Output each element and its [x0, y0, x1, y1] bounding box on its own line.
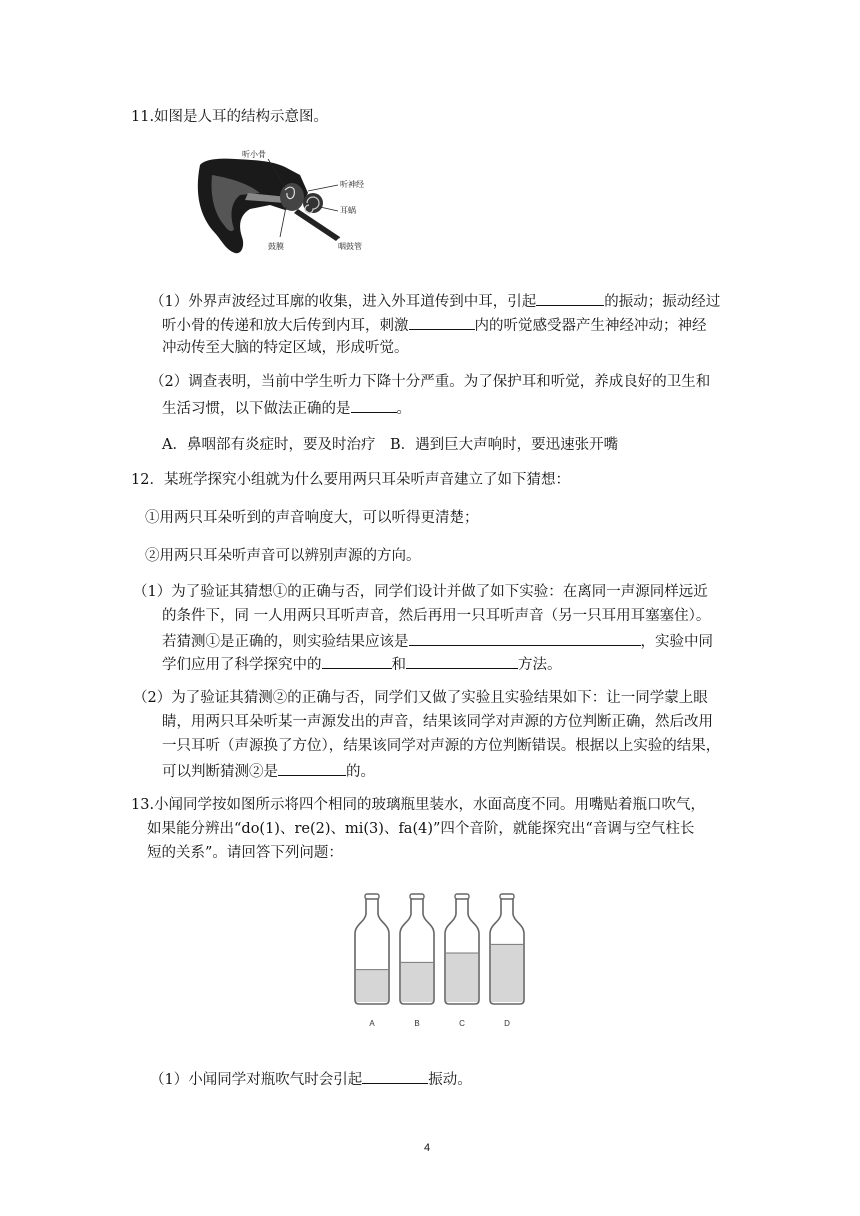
- bottle-mouth: [365, 894, 379, 899]
- q12-p2-line3: 一只耳听（声源换了方位），结果该同学对声源的方位判断错误。根据以上实验的结果，: [162, 738, 721, 754]
- water-level: [356, 970, 388, 1002]
- answer-blank[interactable]: [406, 653, 518, 669]
- water-level: [491, 944, 523, 1002]
- page-number: 4: [424, 1142, 431, 1154]
- answer-blank[interactable]: [409, 630, 641, 646]
- water-level: [446, 953, 478, 1002]
- bottle-mouth: [410, 894, 424, 899]
- glass-bottles-figure: [350, 890, 530, 1035]
- q12-p1-line2: 的条件下，同 一人用两只耳听声音，然后再用一只耳听声音（另一只耳用耳塞塞住）。: [162, 608, 711, 624]
- bottle-label: B: [414, 1019, 420, 1028]
- label-eardrum: 鼓膜: [268, 242, 284, 251]
- q12-p1-line1: （1）为了验证其猜想①的正确与否，同学们设计并做了如下实验：在离同一声源同样远近: [133, 584, 708, 600]
- ear-structure-figure: [190, 145, 365, 260]
- q13-line3: 短的关系”。请回答下列问题：: [147, 845, 343, 861]
- q11-p2-line2: 生活习惯，以下做法正确的是 。: [162, 397, 411, 419]
- label-auditory-nerve: 听神经: [340, 180, 364, 189]
- water-level: [401, 962, 433, 1002]
- bottle-mouth: [455, 894, 469, 899]
- q11-p1-line3: 冲动传至大脑的特定区域，形成听觉。: [162, 340, 409, 356]
- q13-p1: （1）小闻同学对瓶吹气时会引起 振动。: [150, 1068, 472, 1090]
- q11-p1-line2: 听小骨的传递和放大后传到内耳，刺激 内的听觉感受器产生神经冲动；神经: [162, 314, 707, 336]
- bottle-b: [400, 894, 434, 1028]
- bottle-label: D: [504, 1019, 510, 1028]
- q11-p2-line1: （2）调查表明，当前中学生听力下降十分严重。为了保护耳和听觉，养成良好的卫生和: [150, 374, 711, 390]
- bottle-d: [490, 894, 524, 1028]
- label-eustachian-tube: 咽鼓管: [338, 242, 362, 251]
- label-ossicles: 听小骨: [242, 150, 266, 159]
- label-cochlea: 耳蜗: [340, 206, 356, 215]
- bottle-mouth: [500, 894, 514, 899]
- q13-line1: 13.小闻同学按如图所示将四个相同的玻璃瓶里装水，水面高度不同。用嘴贴着瓶口吹气，: [131, 797, 706, 813]
- q12-hypothesis-1: ①用两只耳朵听到的声音响度大，可以听得更清楚；: [145, 510, 479, 526]
- q12-p2-line2: 睛，用两只耳朵听某一声源发出的声音，结果该同学对声源的方位判断正确，然后改用: [162, 714, 713, 730]
- answer-blank[interactable]: [409, 314, 475, 330]
- q13-line2: 如果能分辨出“do(1)、re(2)、mi(3)、fa(4)”四个音阶，就能探究出“音调与空气柱长: [147, 821, 695, 837]
- bottle-a: [355, 894, 389, 1028]
- q12-title: 12．某班学探究小组就为什么要用两只耳朵听声音建立了如下猜想：: [131, 472, 570, 488]
- bottle-label: C: [459, 1019, 465, 1028]
- q12-p2-line4: 可以判断猜测②是 的。: [162, 760, 375, 782]
- q12-p1-line3: 若猜测①是正确的，则实验结果应该是 ，实验中同: [162, 630, 713, 652]
- bottle-c: [445, 894, 479, 1028]
- bottle-label: A: [369, 1019, 375, 1028]
- q12-p1-line4: 学们应用了科学探究中的 和 方法。: [162, 653, 562, 675]
- answer-blank[interactable]: [351, 397, 397, 413]
- answer-blank[interactable]: [278, 760, 346, 776]
- answer-blank[interactable]: [322, 653, 392, 669]
- answer-blank[interactable]: [536, 290, 604, 306]
- q11-title: 11.如图是人耳的结构示意图。: [131, 109, 329, 125]
- answer-blank[interactable]: [362, 1068, 428, 1084]
- q12-hypothesis-2: ②用两只耳朵听声音可以辨别声源的方向。: [145, 548, 421, 564]
- q11-options: A．鼻咽部有炎症时，要及时治疗 B．遇到巨大声响时，要迅速张开嘴: [162, 437, 619, 453]
- q11-p1-line1: （1）外界声波经过耳廓的收集，进入外耳道传到中耳，引起 的振动；振动经过: [150, 290, 720, 312]
- q12-p2-line1: （2）为了验证其猜测②的正确与否，同学们又做了实验且实验结果如下：让一同学蒙上眼: [133, 690, 708, 706]
